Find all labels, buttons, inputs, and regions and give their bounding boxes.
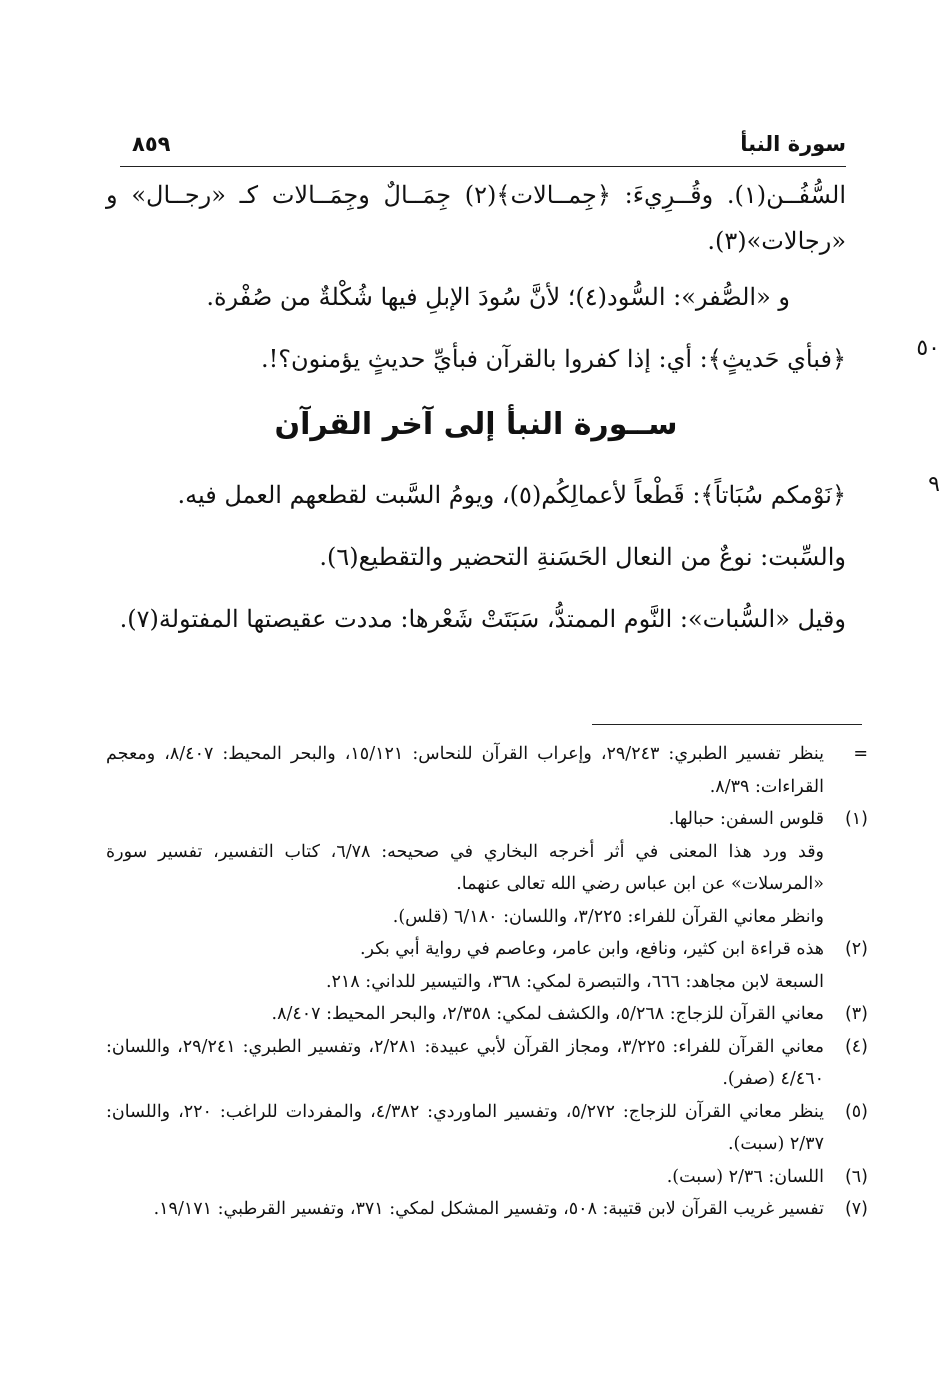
section-title: ســورة النبأ إلى آخر القرآن <box>274 407 678 442</box>
paragraph-sibt: والسِّبت: نوعٌ من النعال الحَسَنةِ التحضير والتقطيع(٦). <box>319 543 846 571</box>
footnote-marker: (٢) <box>844 939 868 959</box>
footnote-6 <box>106 1161 868 1194</box>
paragraph-verse-50: ﴿فبأي حَديثٍ﴾: أي: إذا كفروا بالقرآن فبأيِّ حديثٍ يؤمنون؟!. <box>260 345 846 373</box>
running-header <box>120 132 846 166</box>
footnote-rule <box>592 724 862 725</box>
footnote-text: ينظر معاني القرآن للزجاج: ٥/٢٧٢، وتفسير الماوردي: ٤/٣٨٢، والمفردات للراغب: ٢٢٠، واللسان: ٢/٣٧ (سبت). <box>106 1101 824 1154</box>
footnote-text: اللسان: ٢/٣٦ (سبت). <box>666 1166 824 1187</box>
footnote-text: قلوس السفن: حبالها. <box>668 809 824 829</box>
verse-number-50: ٥٠ <box>916 336 940 361</box>
main-text <box>106 172 940 642</box>
verse-number-9: ٩ <box>928 472 940 497</box>
footnote-2 <box>106 933 868 998</box>
footnote-3 <box>106 998 868 1031</box>
footnote-marker: (٦) <box>844 1166 868 1187</box>
footnote-continued <box>106 738 868 803</box>
footnote-text: وانظر معاني القرآن للفراء: ٣/٢٢٥، واللسان: ٦/١٨٠ (قلس). <box>392 906 824 927</box>
footnote-marker: (٣) <box>844 1004 868 1024</box>
footnote-marker: = <box>853 744 868 764</box>
footnote-text: هذه قراءة ابن كثير، ونافع، وابن عامر، وعاصم في رواية أبي بكر. <box>359 939 824 959</box>
footnote-marker: (١) <box>844 809 868 829</box>
paragraph-sufr: و «الصُّفر»: السُّود(٤)؛ لأنَّ سُودَ الإبلِ فيها شُكْلةٌ من صُفْرة. <box>206 283 790 311</box>
footnotes <box>106 738 868 1226</box>
footnote-text: السبعة لابن مجاهد: ٦٦٦، والتبصرة لمكي: ٣٦٨، والتيسير للداني: ٢١٨. <box>325 971 824 992</box>
paragraph-subat: وقيل «السُّبات»: النَّوم الممتدُّ، سَبَتَتْ شَعْرها: مددت عقيصتها المفتولة(٧). <box>119 605 846 633</box>
footnote-7 <box>106 1193 868 1226</box>
footnote-4 <box>106 1031 868 1096</box>
footnote-marker: (٥) <box>844 1101 868 1122</box>
footnote-text: وقد ورد هذا المعنى في أثر أخرجه البخاري في صحيحه: ٦/٧٨، كتاب التفسير، تفسير سورة «المرسلات» عن ابن عباس رضي الله تعالى عنهما. <box>106 841 825 894</box>
running-title: سورة النبأ <box>740 132 846 156</box>
footnote-text: معاني القرآن للزجاج: ٥/٢٦٨، والكشف لمكي: ٢/٣٥٨، والبحر المحيط: ٨/٤٠٧. <box>271 1004 824 1024</box>
header-rule <box>120 166 846 167</box>
footnote-1 <box>106 803 868 933</box>
footnote-marker: (٧) <box>844 1199 868 1219</box>
footnote-marker: (٤) <box>844 1036 868 1057</box>
paragraph-verse-9: ﴿نَوْمكم سُبَاتاً﴾: قَطْعاً لأعمالِكُم(٥)، ويومُ السَّبت لقطعهم العمل فيه. <box>177 481 846 509</box>
page-number: ٨٥٩ <box>132 132 171 156</box>
footnote-text: معاني القرآن للفراء: ٣/٢٢٥، ومجاز القرآن لأبي عبيدة: ٢/٢٨١، وتفسير الطبري: ٢٩/٢٤١، واللسان: ٤/٤٦٠ (صفر). <box>106 1036 824 1089</box>
footnote-5 <box>106 1096 868 1161</box>
footnote-text: ينظر تفسير الطبري: ٢٩/٢٤٣، وإعراب القرآن للنحاس: ١٥/١٢١، والبحر المحيط: ٨/٤٠٧، ومعجم القراءات: ٨/٣٩. <box>106 744 824 797</box>
paragraph-sufun: السُّفُــن(١). وقُــرِيءَ: ﴿جِمــالات﴾(٢) جِمَــالٌ وجِمَــالات كـ «رجــال» و «رجالات»(٣). <box>106 181 847 255</box>
footnote-text: تفسير غريب القرآن لابن قتيبة: ٥٠٨، وتفسير المشكل لمكي: ٣٧١، وتفسير القرطبي: ١٩/١٧١. <box>153 1199 824 1219</box>
